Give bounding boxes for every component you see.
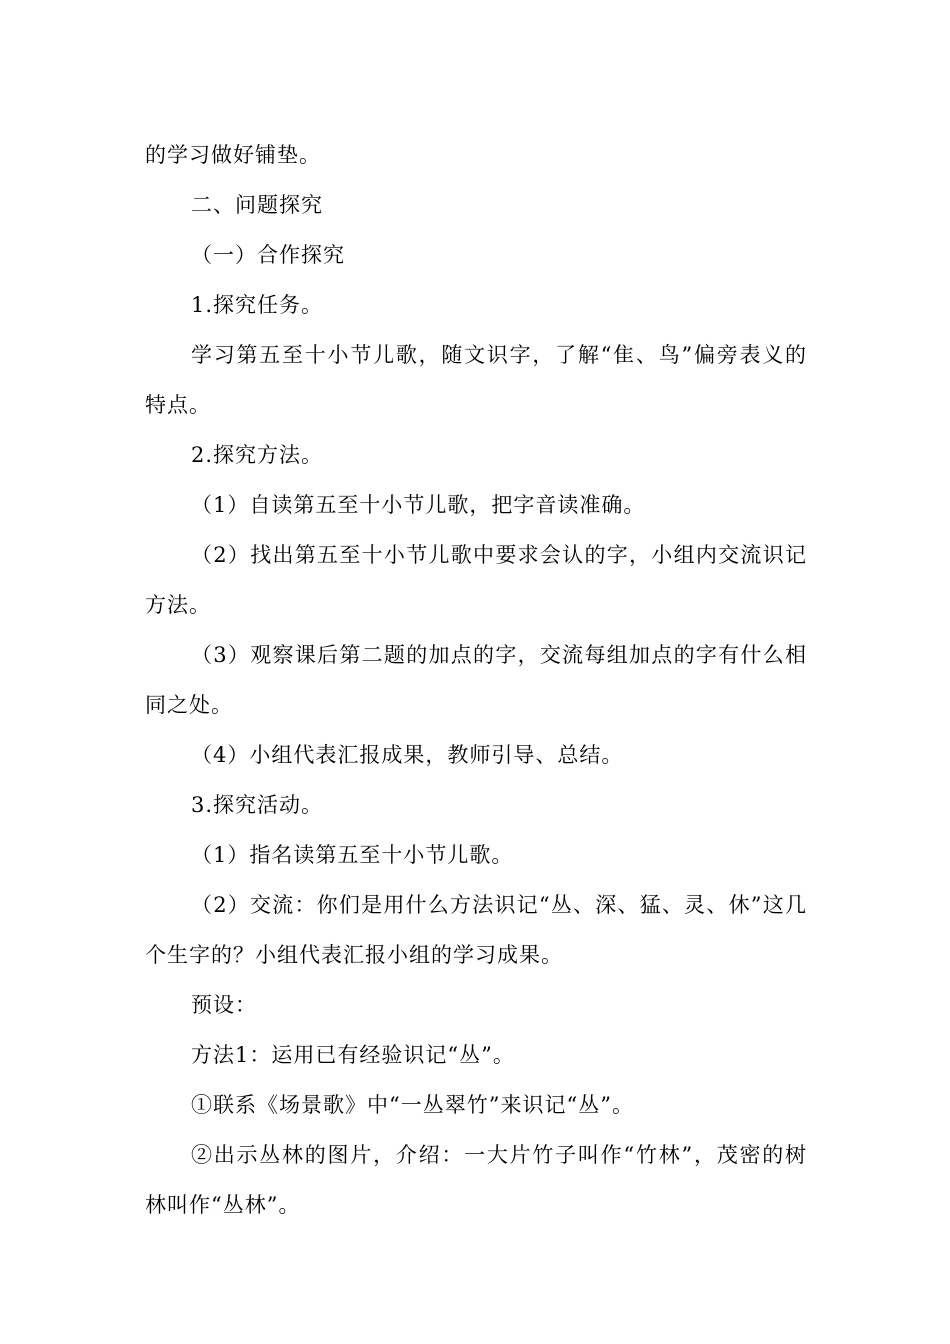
item-heading: 3.探究活动。: [191, 793, 324, 817]
subsection-heading: （一）合作探究: [191, 243, 345, 267]
paragraph: 预设：: [191, 993, 257, 1017]
list-item: （4）小组代表汇报成果，教师引导、总结。: [191, 743, 624, 767]
list-item: ①联系《场景歌》中“一丛翠竹”来识记“丛”。: [191, 1093, 634, 1117]
list-item: （2）找出第五至十小节儿歌中要求会认的字，小组内交流识记方法。: [145, 543, 807, 617]
item-heading: 2.探究方法。: [191, 443, 324, 467]
list-item: （3）观察课后第二题的加点的字，交流每组加点的字有什么相同之处。: [145, 643, 807, 717]
section-heading: 二、问题探究: [191, 193, 323, 217]
paragraph: 的学习做好铺垫。: [145, 143, 321, 167]
paragraph: 方法1：运用已有经验识记“丛”。: [191, 1043, 515, 1067]
list-item: （1）指名读第五至十小节儿歌。: [191, 843, 514, 867]
item-heading: 1.探究任务。: [191, 293, 324, 317]
paragraph: 学习第五至十小节儿歌，随文识字，了解“隹、鸟”偏旁表义的特点。: [145, 343, 807, 417]
list-item: ②出示丛林的图片，介绍：一大片竹子叫作“竹林”，茂密的树林叫作“丛林”。: [145, 1143, 807, 1217]
list-item: （2）交流：你们是用什么方法识记“丛、深、猛、灵、休”这几个生字的？小组代表汇报小组的学习成果。: [145, 893, 807, 967]
list-item: （1）自读第五至十小节儿歌，把字音读准确。: [191, 493, 646, 517]
document-body: [145, 130, 807, 1230]
